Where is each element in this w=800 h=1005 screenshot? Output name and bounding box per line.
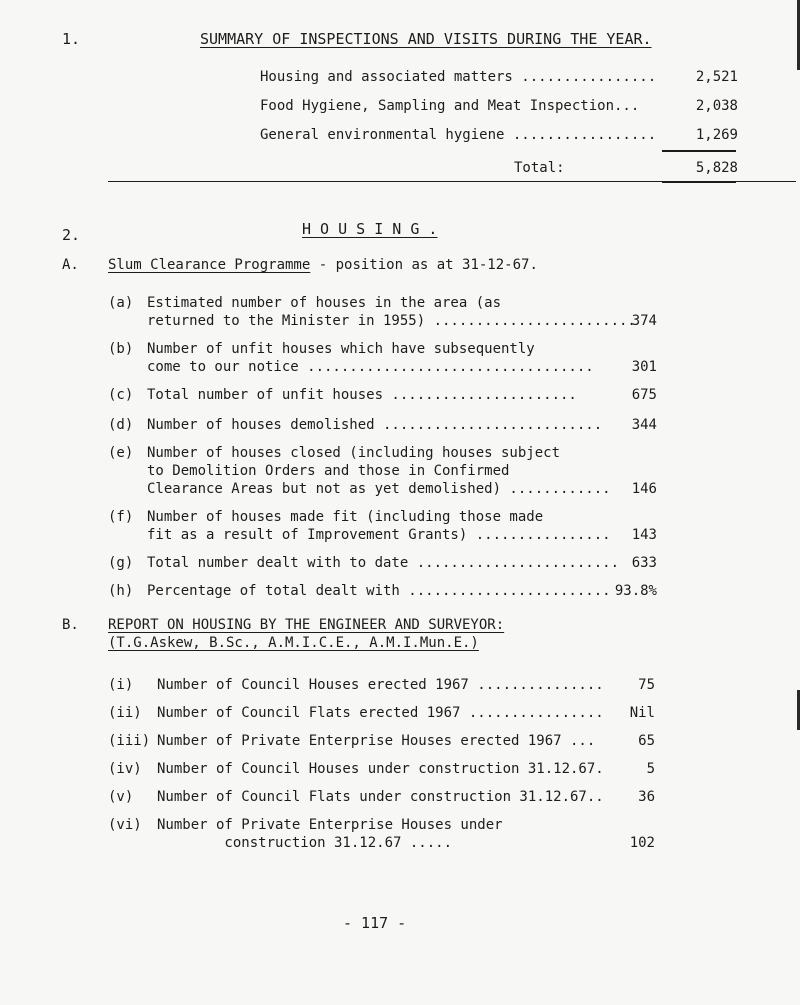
summary-row-label: Food Hygiene, Sampling and Meat Inspection... [260,98,640,114]
item-key: (f) [108,509,134,525]
item-key: (e) [108,445,134,461]
item-text: Number of houses made fit (including those made [147,509,544,525]
part-subtitle: (T.G.Askew, B.Sc., A.M.I.C.E., A.M.I.Mun.E.) [108,635,479,651]
item-value: 93.8% [614,583,657,599]
section-heading: H O U S I N G . [302,220,438,238]
item-value: 633 [631,555,657,571]
item-key: (i) [108,677,134,693]
item-value: 65 [638,733,655,749]
item-value: 102 [629,835,655,851]
item-value: Nil [629,705,655,721]
item-text: Number of Private Enterprise Houses under [157,817,503,833]
item-text: come to our notice .................................. [147,359,594,375]
item-text: Percentage of total dealt with ........................ [147,583,611,599]
item-text: returned to the Minister in 1955) ........................ [147,313,636,329]
item-key: (h) [108,583,134,599]
item-text: Total number dealt with to date ........................ [147,555,620,571]
item-value: 301 [631,359,657,375]
summary-row-value: 1,269 [695,127,738,143]
page-number: - 117 - [343,914,407,932]
item-key: (b) [108,341,134,357]
item-key: (ii) [108,705,142,721]
item-value: 146 [631,481,657,497]
item-text: Estimated number of houses in the area (as [147,295,502,311]
item-text: Number of Council Houses erected 1967 ............... [157,677,604,693]
item-text: Number of houses closed (including houses subject [147,445,561,461]
item-text: Number of Council Flats under construction 31.12.67.. [157,789,604,805]
item-text: fit as a result of Improvement Grants) ................ [147,527,611,543]
item-value: 675 [631,387,657,403]
item-key: (iv) [108,761,142,777]
item-text: construction 31.12.67 ..... [157,835,453,851]
item-text: Clearance Areas but not as yet demolished) ............ [147,481,611,497]
part-title-suffix: - position as at 31-12-67. [310,257,538,273]
total-rule-top [662,150,736,152]
summary-row-label: Housing and associated matters ................ [260,69,657,85]
item-key: (vi) [108,817,142,833]
item-text: Number of houses demolished .......................... [147,417,603,433]
item-key: (a) [108,295,134,311]
summary-row-label: General environmental hygiene ................. [260,127,657,143]
item-text: Number of Council Houses under construction 31.12.67. [157,761,604,777]
item-key: (iii) [108,733,151,749]
section-number: 1. [62,30,81,48]
item-text: Number of unfit houses which have subsequently [147,341,535,357]
part-letter: A. [62,257,79,273]
item-value: 143 [631,527,657,543]
part-title-line [108,258,538,272]
section-number: 2. [62,226,81,244]
section-divider [108,181,796,182]
item-text: to Demolition Orders and those in Confirmed [147,463,510,479]
item-value: 75 [638,677,655,693]
item-value: 374 [631,313,657,329]
item-text: Number of Council Flats erected 1967 ................ [157,705,604,721]
item-value: 344 [631,417,657,433]
part-title: Slum Clearance Programme [108,257,311,273]
total-label: Total: [514,160,565,176]
item-key: (d) [108,417,134,433]
total-value: 5,828 [695,160,738,176]
item-text: Total number of unfit houses ...................... [147,387,577,403]
item-key: (g) [108,555,134,571]
summary-row-value: 2,038 [695,98,738,114]
section-heading: SUMMARY OF INSPECTIONS AND VISITS DURING THE YEAR. [200,30,652,48]
summary-row-value: 2,521 [695,69,738,85]
item-text: Number of Private Enterprise Houses erected 1967 ... [157,733,596,749]
part-title: REPORT ON HOUSING BY THE ENGINEER AND SURVEYOR: [108,617,505,633]
item-key: (v) [108,789,134,805]
item-key: (c) [108,387,134,403]
item-value: 5 [646,761,655,777]
part-letter: B. [62,617,79,633]
item-value: 36 [638,789,655,805]
